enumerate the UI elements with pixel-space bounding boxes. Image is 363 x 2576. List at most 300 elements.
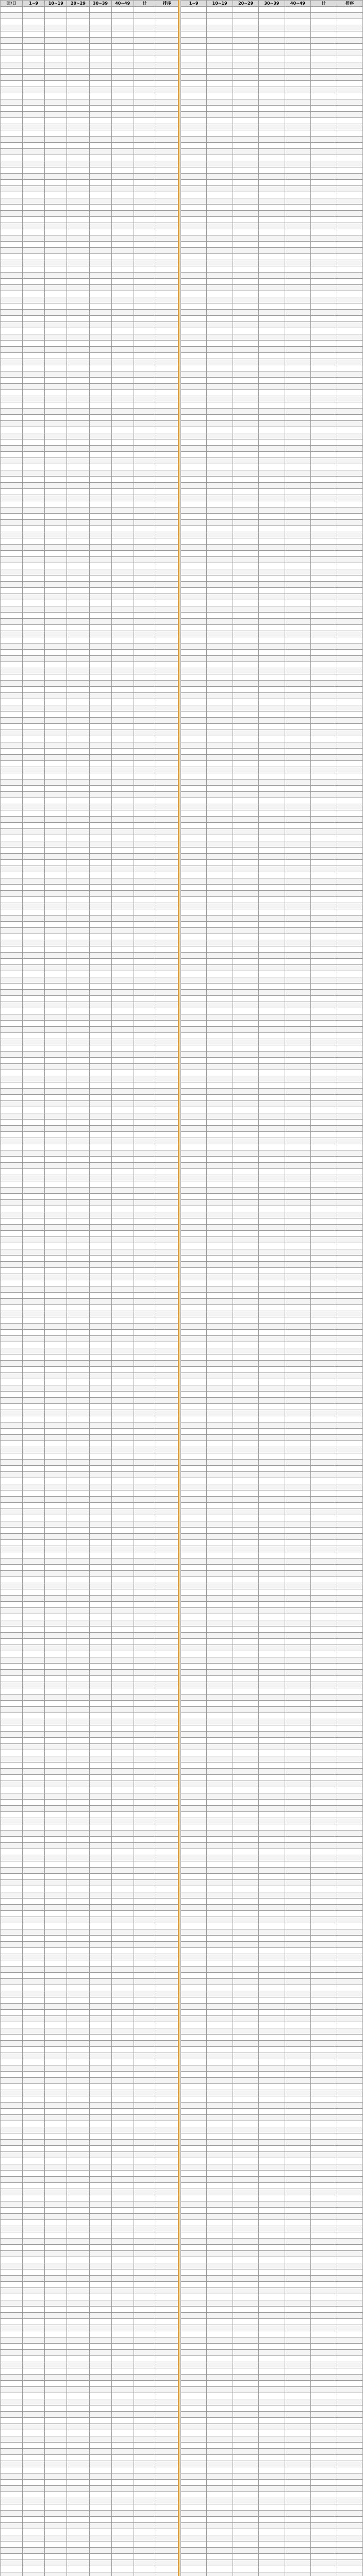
left-table-cell <box>23 365 45 371</box>
left-table-row <box>1 1293 178 1299</box>
left-table-row <box>1 25 178 31</box>
left-table-row <box>1 1045 178 1052</box>
left-table-cell <box>134 378 156 384</box>
left-table-row <box>1 1305 178 1311</box>
left-table-cell <box>89 779 111 786</box>
left-table-cell <box>89 953 111 959</box>
left-table-cell <box>156 446 178 452</box>
left-table-cell <box>1 977 23 984</box>
left-table-row <box>1 600 178 606</box>
left-table-cell <box>156 736 178 742</box>
left-table-cell <box>89 736 111 742</box>
left-table-cell <box>134 242 156 248</box>
left-table-row <box>1 1014 178 1021</box>
left-table-cell <box>156 909 178 916</box>
left-table-cell <box>111 817 134 823</box>
left-table-cell <box>23 2177 45 2183</box>
left-table-cell <box>156 1936 178 1942</box>
left-table-cell <box>156 1589 178 1596</box>
left-table-row <box>1 1262 178 1268</box>
left-table-row <box>1 532 178 538</box>
left-table-cell <box>134 1422 156 1429</box>
left-table-cell <box>67 2566 89 2572</box>
left-table-cell <box>45 1670 67 1676</box>
left-table-cell <box>134 143 156 149</box>
left-table-cell <box>89 402 111 409</box>
left-table-cell <box>1 1571 23 1577</box>
left-table-cell <box>89 303 111 310</box>
left-table-row <box>1 1101 178 1107</box>
left-table-cell <box>156 1664 178 1670</box>
left-table-cell <box>67 711 89 718</box>
left-table-cell <box>156 1960 178 1967</box>
left-table-cell <box>111 2473 134 2480</box>
left-table-cell <box>89 1861 111 1868</box>
left-table-cell <box>67 817 89 823</box>
left-table-cell <box>45 2164 67 2171</box>
left-table-cell <box>1 866 23 872</box>
left-table-cell <box>111 693 134 699</box>
left-table-cell <box>45 1732 67 1738</box>
left-table-row <box>1 439 178 446</box>
left-table-cell <box>67 798 89 804</box>
left-table-cell <box>23 1806 45 1812</box>
left-table-cell <box>134 31 156 38</box>
left-table-cell <box>134 1521 156 1528</box>
left-table-cell <box>111 273 134 279</box>
left-table-cell <box>89 2541 111 2548</box>
left-table-cell <box>111 662 134 668</box>
left-table-cell <box>45 1274 67 1280</box>
left-table-cell <box>23 1256 45 1262</box>
left-table-cell <box>45 699 67 705</box>
left-table-row <box>1 75 178 81</box>
left-table-cell <box>156 1657 178 1664</box>
left-table-cell <box>23 334 45 341</box>
left-table-cell <box>111 507 134 514</box>
left-table-cell <box>156 2541 178 2548</box>
left-table-cell <box>89 1905 111 1911</box>
left-table-cell <box>134 2090 156 2096</box>
left-table-cell <box>111 1565 134 1571</box>
left-table-cell <box>23 575 45 582</box>
left-table-cell <box>111 1571 134 1577</box>
left-table-cell <box>134 1874 156 1880</box>
left-table-cell <box>156 538 178 545</box>
left-table-cell <box>89 959 111 965</box>
left-table-cell <box>45 1917 67 1923</box>
left-table-cell <box>45 130 67 137</box>
left-table-cell <box>156 786 178 792</box>
left-table-cell <box>134 7 156 13</box>
left-table-row <box>1 1002 178 1008</box>
left-table-cell <box>23 1602 45 1608</box>
left-table-cell <box>1 1589 23 1596</box>
left-table-cell <box>67 1367 89 1373</box>
left-table-cell <box>1 2103 23 2109</box>
left-table-cell <box>67 1973 89 1979</box>
left-table-cell <box>23 538 45 545</box>
left-table-cell <box>134 1089 156 1095</box>
left-table-cell <box>67 934 89 940</box>
left-table-cell <box>134 532 156 538</box>
left-table-cell <box>111 1558 134 1565</box>
left-table-cell <box>89 347 111 353</box>
left-table-cell <box>156 848 178 854</box>
left-table-cell <box>45 31 67 38</box>
left-table-row <box>1 2004 178 2010</box>
left-table-cell <box>67 2084 89 2090</box>
left-table-cell <box>156 1626 178 1633</box>
left-table-cell <box>111 1997 134 2004</box>
left-table-cell <box>111 2282 134 2288</box>
left-table-row <box>1 415 178 421</box>
left-table-row <box>1 1107 178 1113</box>
left-table-cell <box>111 1806 134 1812</box>
left-table-cell <box>45 1113 67 1120</box>
left-table-cell <box>1 297 23 303</box>
left-table-cell <box>1 180 23 186</box>
left-table-cell <box>67 1626 89 1633</box>
left-table-cell <box>23 2381 45 2387</box>
left-table-cell <box>156 1824 178 1831</box>
left-table-row <box>1 984 178 990</box>
left-table-cell <box>23 922 45 928</box>
left-table-cell <box>111 1392 134 1398</box>
left-table-row <box>1 235 178 242</box>
left-table-row <box>1 878 178 885</box>
left-table-cell <box>111 897 134 903</box>
left-table-cell <box>156 854 178 860</box>
left-table-cell <box>156 1713 178 1719</box>
left-table-cell <box>134 1787 156 1793</box>
left-table-cell <box>45 1694 67 1701</box>
left-table-cell <box>45 347 67 353</box>
left-table-cell <box>89 1936 111 1942</box>
left-table-cell <box>89 1577 111 1583</box>
left-table-cell <box>156 2152 178 2158</box>
left-table-cell <box>156 2418 178 2424</box>
left-table-cell <box>156 2405 178 2412</box>
left-table-cell <box>23 2548 45 2554</box>
left-table-cell <box>156 1602 178 1608</box>
left-table-cell <box>89 477 111 483</box>
left-table-cell <box>111 1868 134 1874</box>
left-table-cell <box>1 2078 23 2084</box>
left-table-row <box>1 1991 178 1997</box>
left-table-cell <box>67 1645 89 1651</box>
left-table-cell <box>67 2140 89 2146</box>
left-table-cell <box>156 798 178 804</box>
left-table-cell <box>89 557 111 563</box>
left-table-cell <box>45 742 67 749</box>
left-table-cell <box>45 848 67 854</box>
left-table-cell <box>134 1843 156 1849</box>
left-table-cell <box>1 1769 23 1775</box>
left-table-cell <box>67 470 89 477</box>
left-table-cell <box>1 1651 23 1657</box>
left-table-cell <box>134 2276 156 2282</box>
left-table-row <box>1 2387 178 2393</box>
left-table-cell <box>1 1460 23 1466</box>
left-table-cell <box>134 934 156 940</box>
left-table-cell <box>89 1509 111 1515</box>
left-table-cell <box>111 1447 134 1453</box>
left-table-row <box>1 681 178 687</box>
left-table-cell <box>67 903 89 909</box>
left-table-cell <box>89 2554 111 2560</box>
left-table-cell <box>45 1138 67 1144</box>
left-table-cell <box>23 291 45 297</box>
left-table-cell <box>67 2387 89 2393</box>
left-column-header: 1~9 <box>23 1 45 7</box>
left-table-cell <box>111 211 134 217</box>
left-table-cell <box>1 2430 23 2436</box>
left-table-cell <box>1 823 23 829</box>
left-table-cell <box>156 1725 178 1732</box>
left-table-cell <box>67 2239 89 2245</box>
left-table-cell <box>89 1664 111 1670</box>
left-table-cell <box>67 279 89 285</box>
left-table-cell <box>67 2115 89 2121</box>
left-table-cell <box>111 1089 134 1095</box>
left-table-cell <box>45 2511 67 2517</box>
left-table-cell <box>45 1942 67 1948</box>
left-table-cell <box>156 792 178 798</box>
left-table-cell <box>156 266 178 273</box>
left-table-cell <box>134 353 156 359</box>
left-table-cell <box>23 285 45 291</box>
left-table-cell <box>45 285 67 291</box>
left-table-cell <box>1 1633 23 1639</box>
left-table-cell <box>45 545 67 551</box>
left-table-cell <box>89 180 111 186</box>
left-table-row <box>1 730 178 736</box>
left-table-cell <box>67 161 89 167</box>
left-table-cell <box>89 2096 111 2103</box>
left-table-row <box>1 1694 178 1701</box>
left-table-cell <box>134 2319 156 2325</box>
left-table-cell <box>23 1113 45 1120</box>
left-table-cell <box>1 1336 23 1342</box>
left-table-cell <box>45 872 67 878</box>
left-table-cell <box>1 742 23 749</box>
left-table-cell <box>156 2127 178 2133</box>
left-table-cell <box>89 1515 111 1521</box>
left-table-cell <box>89 2127 111 2133</box>
left-table-cell <box>67 1144 89 1150</box>
left-table-cell <box>89 1725 111 1732</box>
left-table-cell <box>23 569 45 575</box>
left-table-cell <box>45 2572 67 2576</box>
left-table-cell <box>156 2226 178 2232</box>
left-table-cell <box>45 75 67 81</box>
left-table-cell <box>156 1997 178 2004</box>
left-table-cell <box>134 2282 156 2288</box>
left-table-cell <box>45 390 67 396</box>
left-table-cell <box>23 137 45 143</box>
left-table-cell <box>111 1478 134 1484</box>
left-table-row <box>1 1324 178 1330</box>
left-table-cell <box>67 2257 89 2263</box>
left-table-cell <box>45 1447 67 1453</box>
left-table-cell <box>23 310 45 316</box>
left-table-cell <box>111 1552 134 1558</box>
left-table-cell <box>1 2201 23 2208</box>
left-table-cell <box>45 878 67 885</box>
left-table-cell <box>89 1126 111 1132</box>
left-table-cell <box>111 1942 134 1948</box>
left-table-cell <box>134 1732 156 1738</box>
left-table-cell <box>134 953 156 959</box>
left-table-cell <box>89 62 111 69</box>
left-table-cell <box>45 2276 67 2282</box>
left-table-cell <box>23 507 45 514</box>
left-table-cell <box>134 792 156 798</box>
left-table-cell <box>156 965 178 971</box>
left-table-cell <box>89 767 111 773</box>
left-table-cell <box>89 600 111 606</box>
left-table-cell <box>89 742 111 749</box>
left-table-cell <box>89 2263 111 2269</box>
left-table-cell <box>134 1361 156 1367</box>
left-table-cell <box>23 1781 45 1787</box>
left-table-cell <box>45 266 67 273</box>
left-table-cell <box>111 75 134 81</box>
left-table-cell <box>111 2239 134 2245</box>
left-table-cell <box>111 2226 134 2232</box>
left-table-cell <box>134 483 156 489</box>
left-table-cell <box>134 2492 156 2498</box>
left-table-cell <box>23 155 45 161</box>
left-table-cell <box>1 2325 23 2331</box>
left-table-cell <box>23 2418 45 2424</box>
left-table-row <box>1 977 178 984</box>
left-table-cell <box>23 1082 45 1089</box>
left-table-cell <box>1 1113 23 1120</box>
left-table-cell <box>111 2535 134 2541</box>
left-table-cell <box>67 2473 89 2480</box>
left-table-cell <box>111 625 134 631</box>
left-table-cell <box>23 371 45 378</box>
left-table-cell <box>89 1188 111 1194</box>
left-table-cell <box>89 2511 111 2517</box>
left-table-cell <box>156 248 178 254</box>
left-table-cell <box>89 730 111 736</box>
left-table-cell <box>89 1305 111 1311</box>
left-table-cell <box>156 1497 178 1503</box>
left-table-cell <box>89 514 111 520</box>
left-table-cell <box>23 2164 45 2171</box>
left-table-cell <box>156 495 178 501</box>
left-table-cell <box>23 489 45 495</box>
left-table-row <box>1 2443 178 2449</box>
left-table-row <box>1 316 178 322</box>
left-table-cell <box>156 2443 178 2449</box>
left-table-cell <box>23 248 45 254</box>
left-table-cell <box>89 56 111 62</box>
left-table-row <box>1 291 178 297</box>
left-table-cell <box>45 1404 67 1410</box>
left-table-cell <box>45 1546 67 1552</box>
left-table-cell <box>1 1416 23 1422</box>
left-table-cell <box>156 2263 178 2269</box>
left-table-cell <box>134 1861 156 1868</box>
left-table-row <box>1 1138 178 1144</box>
left-table-cell <box>111 594 134 600</box>
left-table-cell <box>134 1379 156 1385</box>
left-table-cell <box>111 1169 134 1175</box>
left-table-cell <box>111 1688 134 1694</box>
left-table-row <box>1 1422 178 1429</box>
left-table-cell <box>156 365 178 371</box>
left-table-cell <box>23 1336 45 1342</box>
left-table-cell <box>89 118 111 124</box>
left-table-cell <box>111 2572 134 2576</box>
left-table-cell <box>45 421 67 427</box>
left-table-cell <box>45 1775 67 1781</box>
left-table-cell <box>156 25 178 31</box>
left-table-cell <box>1 2195 23 2201</box>
left-table-cell <box>156 1707 178 1713</box>
left-table-cell <box>89 2325 111 2331</box>
left-table-cell <box>111 588 134 594</box>
left-table-cell <box>1 705 23 711</box>
left-table-cell <box>111 1225 134 1231</box>
left-table-cell <box>89 1750 111 1756</box>
left-table-row <box>1 526 178 532</box>
left-table-cell <box>156 2035 178 2041</box>
left-table-cell <box>111 650 134 656</box>
left-table-cell <box>45 637 67 643</box>
left-table-cell <box>45 1194 67 1200</box>
left-table-cell <box>1 817 23 823</box>
left-table-cell <box>67 1132 89 1138</box>
left-table-cell <box>45 217 67 223</box>
left-table-cell <box>156 1614 178 1620</box>
left-table-cell <box>89 7 111 13</box>
left-table-cell <box>23 2053 45 2059</box>
left-table-row <box>1 1645 178 1651</box>
left-table-cell <box>23 501 45 507</box>
left-table-cell <box>89 1342 111 1348</box>
left-table-cell <box>156 341 178 347</box>
left-table-row <box>1 711 178 718</box>
left-table-row <box>1 1280 178 1286</box>
left-table-cell <box>134 897 156 903</box>
left-table-cell <box>111 31 134 38</box>
left-table-cell <box>67 1670 89 1676</box>
left-table-row <box>1 1497 178 1503</box>
left-table-row <box>1 378 178 384</box>
left-table-cell <box>111 2337 134 2344</box>
left-table-row <box>1 798 178 804</box>
left-table-cell <box>134 167 156 174</box>
left-table-cell <box>111 2548 134 2554</box>
left-table-row <box>1 1608 178 1614</box>
left-table-cell <box>156 1534 178 1540</box>
left-table-cell <box>45 953 67 959</box>
left-table-cell <box>23 1583 45 1589</box>
left-table-cell <box>67 860 89 866</box>
left-table-cell <box>156 62 178 69</box>
left-table-cell <box>23 2294 45 2300</box>
left-table-cell <box>156 2109 178 2115</box>
left-table-cell <box>23 1917 45 1923</box>
left-table-cell <box>156 1979 178 1985</box>
left-table-cell <box>67 872 89 878</box>
left-table-cell <box>134 25 156 31</box>
